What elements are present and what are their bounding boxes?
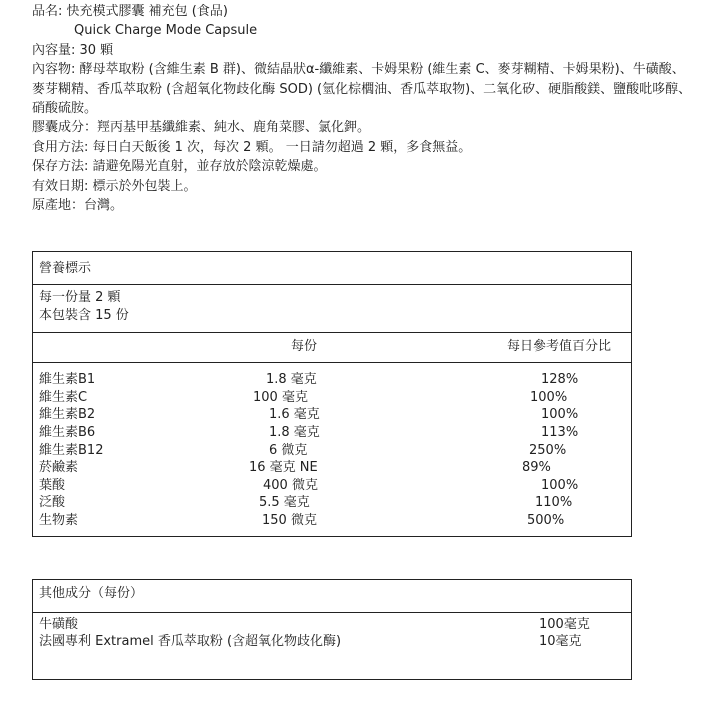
other-title: 其他成分（每份） (39, 586, 144, 601)
nutrient-amount: 100 毫克 (253, 390, 308, 405)
other-name: 牛磺酸 (39, 617, 79, 632)
nutrient-dv: 128% (541, 372, 579, 387)
nutrient-amount: 150 微克 (262, 513, 317, 528)
nutrient-name: 維生素B12 (39, 443, 104, 458)
nutrient-dv: 100% (541, 407, 579, 422)
nutrient-dv: 100% (530, 390, 568, 405)
header-per-serving: 每份 (291, 339, 318, 354)
storage: 保存方法: 請避免陽光直射，並存放於陰涼乾燥處。 (32, 159, 327, 175)
header-daily-value: 每日參考值百分比 (507, 339, 612, 354)
nutrient-name: 維生素B1 (39, 372, 96, 387)
nutrient-amount: 6 微克 (269, 443, 308, 458)
other-amount: 10毫克 (539, 634, 582, 649)
other-ingredients-table (32, 579, 632, 680)
nutrient-name: 維生素B6 (39, 425, 96, 440)
nutrient-dv: 110% (535, 495, 573, 510)
nutrient-name: 維生素C (39, 390, 88, 405)
other-name: 法國專利 Extramel 香瓜萃取粉 (含超氧化物歧化酶) (39, 634, 342, 649)
nutrient-name: 菸鹼素 (39, 460, 79, 475)
english-name: Quick Charge Mode Capsule (74, 23, 258, 39)
nutrient-dv: 89% (522, 460, 551, 475)
divider (33, 362, 631, 363)
nutrient-name: 生物素 (39, 513, 79, 528)
nutrient-dv: 500% (527, 513, 565, 528)
nutrient-amount: 1.6 毫克 (269, 407, 320, 422)
product-info (32, 2, 720, 215)
nutrient-dv: 250% (529, 443, 567, 458)
other-amount: 100毫克 (539, 617, 590, 632)
product-name: 品名: 快充模式膠囊 補充包 (食品) (32, 4, 228, 19)
nutrient-amount: 16 毫克 NE (249, 460, 318, 475)
ingredients: 內容物: 酵母萃取粉 (含維生素 B 群)、微結晶狀α-纖維素、卡姆果粉 (維生素 C、麥芽糊精、卡姆果粉)、牛磺酸、麥芽糊精、香瓜萃取粉 (含超氧化物歧化酶 SOD) (氫化棕櫚油、香瓜萃取物)、二氧化矽、硬脂酸鎂、鹽酸吡哆醇、硝酸硫胺。 (32, 62, 692, 117)
volume: 內容量: 30 顆 (32, 42, 114, 58)
usage: 食用方法: 每日白天飯後 1 次，每次 2 顆。 一日請勿超過 2 顆，多食無益。 (32, 139, 472, 155)
divider (33, 332, 631, 333)
nutrient-amount: 1.8 毫克 (269, 425, 320, 440)
nutrient-amount: 1.8 毫克 (266, 372, 317, 387)
origin: 原產地：台灣。 (32, 198, 124, 214)
divider (33, 284, 631, 285)
capsule-ingredients: 膠囊成分：羥丙基甲基纖維素、純水、鹿角菜膠、氯化鉀。 (32, 120, 371, 136)
nutrition-table (32, 251, 632, 537)
nutrient-name: 葉酸 (39, 478, 66, 493)
divider (33, 612, 631, 613)
nutrient-name: 泛酸 (39, 495, 66, 510)
nutrient-dv: 113% (541, 425, 579, 440)
nutrient-amount: 400 微克 (263, 478, 318, 493)
servings-per-pack: 本包裝含 15 份 (39, 308, 129, 323)
nutrition-title: 營養標示 (39, 261, 92, 276)
expiry: 有效日期: 標示於外包裝上。 (32, 178, 197, 194)
nutrient-amount: 5.5 毫克 (259, 495, 310, 510)
serving-size: 每一份量 2 顆 (39, 290, 121, 305)
nutrient-dv: 100% (541, 478, 579, 493)
nutrient-name: 維生素B2 (39, 407, 96, 422)
